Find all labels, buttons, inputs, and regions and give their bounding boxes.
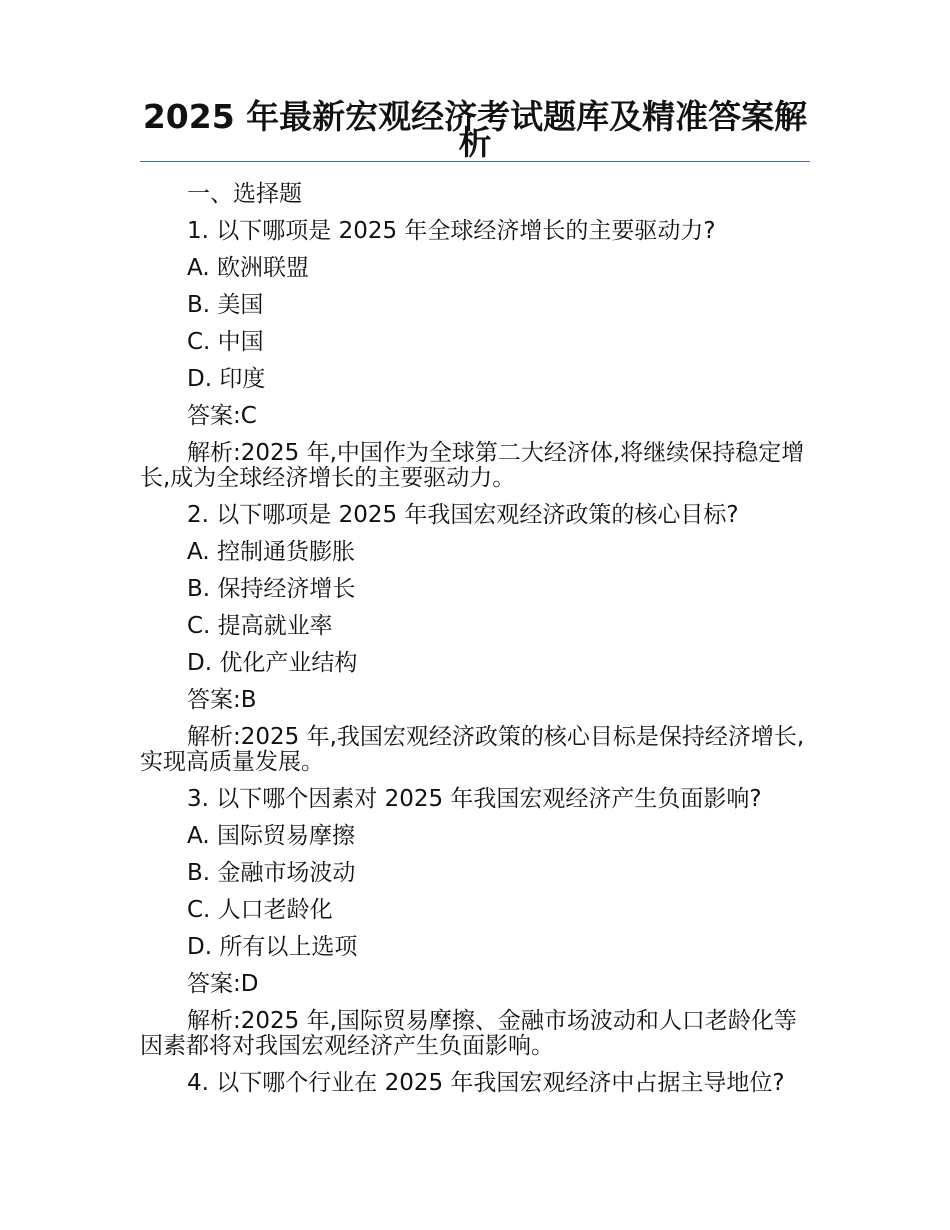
document-body xyxy=(140,176,810,1102)
question-1-option-a: A. 欧洲联盟 xyxy=(187,255,309,281)
question-1-option-c: C. 中国 xyxy=(187,329,264,355)
question-3: 3. 以下哪个因素对 2025 年我国宏观经济产生负面影响? xyxy=(187,786,762,812)
question-3-option-b: B. 金融市场波动 xyxy=(187,860,356,886)
question-2: 2. 以下哪项是 2025 年我国宏观经济政策的核心目标? xyxy=(187,502,739,528)
question-1-option-d: D. 印度 xyxy=(187,366,266,392)
question-1-option-b: B. 美国 xyxy=(187,292,264,318)
question-2-explanation: 解析:2025 年,我国宏观经济政策的核心目标是保持经济增长,实现高质量发展。 xyxy=(140,724,805,775)
document-title: 2025 年最新宏观经济考试题库及精准答案解析 xyxy=(142,97,808,162)
question-3-option-c: C. 人口老龄化 xyxy=(187,897,333,923)
section-heading: 一、选择题 xyxy=(187,181,302,207)
question-3-option-d: D. 所有以上选项 xyxy=(187,934,358,960)
question-1-explanation: 解析:2025 年,中国作为全球第二大经济体,将继续保持稳定增长,成为全球经济增长的主要驱动力。 xyxy=(140,440,805,491)
question-1-answer: 答案:C xyxy=(187,403,257,429)
question-3-explanation: 解析:2025 年,国际贸易摩擦、金融市场波动和人口老龄化等因素都将对我国宏观经济产生负面影响。 xyxy=(140,1008,797,1059)
question-2-option-a: A. 控制通货膨胀 xyxy=(187,539,355,565)
question-3-answer: 答案:D xyxy=(187,971,259,997)
question-2-answer: 答案:B xyxy=(187,687,257,713)
title-underline xyxy=(140,161,810,162)
question-1: 1. 以下哪项是 2025 年全球经济增长的主要驱动力? xyxy=(187,218,716,244)
question-2-option-b: B. 保持经济增长 xyxy=(187,576,356,602)
question-4: 4. 以下哪个行业在 2025 年我国宏观经济中占据主导地位? xyxy=(187,1070,785,1096)
question-2-option-d: D. 优化产业结构 xyxy=(187,650,358,676)
question-2-option-c: C. 提高就业率 xyxy=(187,613,333,639)
question-3-option-a: A. 国际贸易摩擦 xyxy=(187,823,355,849)
